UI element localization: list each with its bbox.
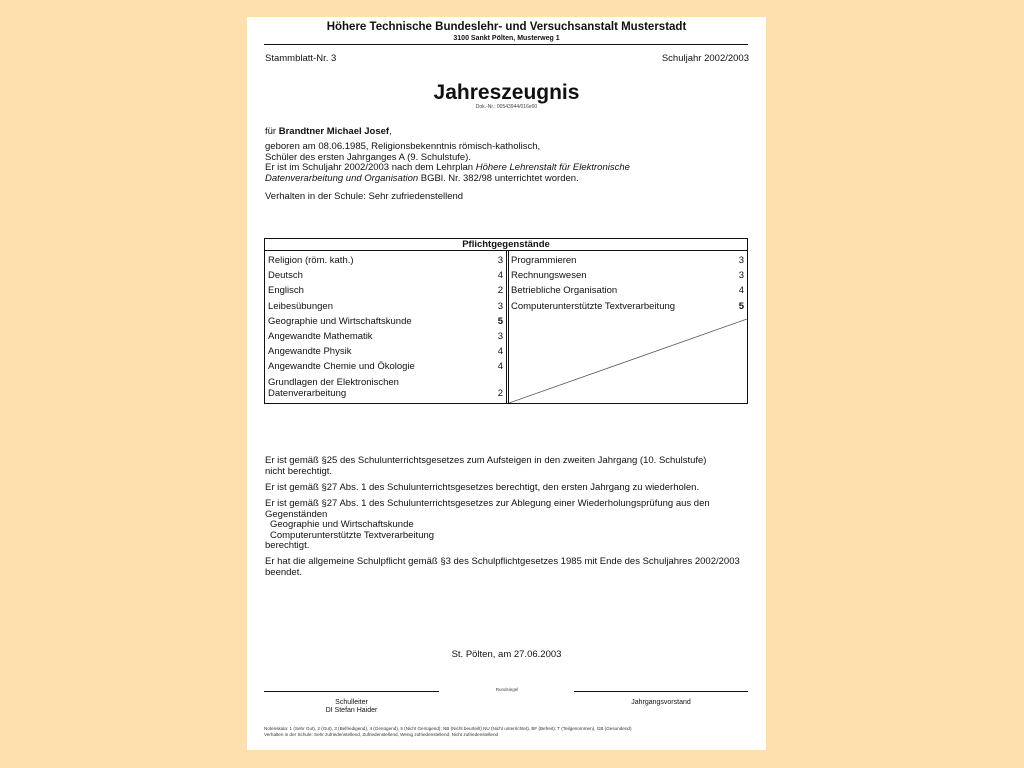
subject-grade: 5 — [497, 316, 503, 327]
remark-promotion: Er ist gemäß §25 des Schulunterrichtsgesetzes zum Aufsteigen in den zweiten Jahrgang (10. Schulstufe) nicht berechtigt. — [265, 455, 707, 477]
student-behaviour: Verhalten in der Schule: Sehr zufriedenstellend — [265, 191, 464, 202]
signature-line-left — [264, 691, 439, 692]
subject-name: Programmieren — [511, 255, 577, 266]
subject-grade: 3 — [738, 255, 744, 266]
retest-end: berechtigt. — [265, 540, 310, 551]
retest-subject: Computerunterstützte Textverarbeitung — [270, 529, 435, 541]
place-date: St. Pölten, am 27.06.2003 — [451, 649, 562, 660]
header-rule — [264, 44, 748, 45]
footnote-grades: Notenskala: 1 (Sehr Gut), 2 (Gut), 3 (Befriedigend), 4 (Genügend), 5 (Nicht Genügend); NB (Nicht beurteilt) NU (Nicht unterrichtet), BF (Befreit), T (Teilgenommen), GB (Gesundend) — [264, 726, 632, 731]
remark-repeat: Er ist gemäß §27 Abs. 1 des Schulunterrichtsgesetzes berechtigt, den ersten Jahrgang zu wiederholen. — [265, 482, 700, 493]
student-curriculum — [265, 163, 685, 184]
school-name: Höhere Technische Bundeslehr- und Versuchsanstalt Musterstadt — [326, 21, 687, 33]
column-divider — [506, 251, 507, 404]
subject-grade: 4 — [497, 270, 503, 281]
subject-grade: 5 — [738, 301, 744, 312]
subject-name: Geographie und Wirtschaftskunde — [268, 316, 412, 327]
curriculum-post: BGBl. Nr. 382/98 unterrichtet worden. — [418, 172, 579, 184]
curriculum-name: Höhere Lehrenstalt für Elektronische Datenverarbeitung und Organisation — [265, 162, 630, 184]
document-number: Dok.-Nr.: 00543944/016e00 — [475, 104, 538, 110]
grading-footnote — [264, 726, 754, 737]
school-address: 3100 Sankt Pölten, Musterweg 1 — [453, 35, 560, 42]
strike-diagonal — [509, 319, 747, 403]
grades-table — [264, 238, 748, 404]
subject-grade: 3 — [497, 331, 503, 342]
subject-name: Englisch — [268, 285, 304, 296]
subject-grade: 2 — [497, 387, 503, 399]
student-class: Schüler des ersten Jahrganges A (9. Schulstufe). — [265, 151, 471, 163]
student-name-line — [265, 127, 745, 138]
student-name: Brandtner Michael Josef — [278, 126, 390, 137]
curriculum-pre: Er ist im Schuljahr 2002/2003 nach dem Lehrplan — [265, 162, 476, 173]
remark-compulsory: Er hat die allgemeine Schulpflicht gemäß §3 des Schulpflichtgesetzes 1985 mit Ende des Schuljahres 2002/2003 beendet. — [265, 556, 740, 578]
subject-grade: 3 — [738, 270, 744, 281]
stammblatt-number: Stammblatt-Nr. 3 — [265, 53, 337, 64]
subject-name: Leibesübungen — [268, 301, 333, 312]
subject-grade: 4 — [497, 361, 503, 372]
subject-name: Deutsch — [268, 270, 303, 281]
subject-name: Computerunterstützte Textverarbeitung — [511, 301, 676, 312]
student-prefix: für — [265, 126, 279, 137]
subject-grade: 2 — [497, 285, 503, 296]
subject-name: Angewandte Chemie und Ökologie — [268, 361, 415, 372]
subject-name: Grundlagen der Elektronischen Datenverarbeitung — [268, 377, 399, 399]
subject-name: Rechnungswesen — [511, 270, 587, 281]
retest-intro: Er ist gemäß §27 Abs. 1 des Schulunterrichtsgesetzes zur Ablegung einer Wiederholungsprüfung aus den Gegenständen — [265, 498, 710, 520]
principal-title: Schulleiter — [335, 699, 368, 706]
student-birth: geboren am 08.06.1985, Religionsbekenntnis römisch-katholisch, — [265, 141, 541, 152]
seal-label: Rundsiegel — [495, 687, 519, 692]
student-details — [265, 142, 745, 184]
subject-grade: 4 — [497, 346, 503, 357]
footnote-behaviour: Verhalten in der Schule: Sehr zufriedenstellend, Zufriedenstellend, Wenig zufriedenstellend, Nicht zufriedenstellend — [264, 731, 499, 737]
subject-row — [268, 378, 503, 400]
signature-line-right — [574, 691, 748, 692]
subject-name: Angewandte Mathematik — [268, 331, 373, 342]
subject-grade: 3 — [497, 301, 503, 312]
document-title: Jahreszeugnis — [433, 81, 580, 104]
school-year: Schuljahr 2002/2003 — [661, 53, 749, 64]
subject-name: Religion (röm. kath.) — [268, 255, 354, 266]
strike-line — [509, 319, 747, 403]
class-teacher-signature: Jahrgangsvorstand — [631, 699, 691, 706]
student-suffix: , — [389, 126, 392, 137]
subject-grade: 3 — [497, 255, 503, 266]
principal-name: DI Stefan Haider — [325, 707, 378, 714]
retest-subject: Geographie und Wirtschaftskunde — [270, 519, 414, 530]
principal-signature — [264, 699, 439, 715]
subject-name: Betriebliche Organisation — [511, 285, 618, 296]
grades-heading: Pflichtgegenstände — [265, 239, 747, 251]
remark-retest — [265, 499, 745, 552]
subject-name: Angewandte Physik — [268, 346, 352, 357]
subject-grade: 4 — [738, 285, 744, 296]
certificate-page — [247, 17, 766, 750]
